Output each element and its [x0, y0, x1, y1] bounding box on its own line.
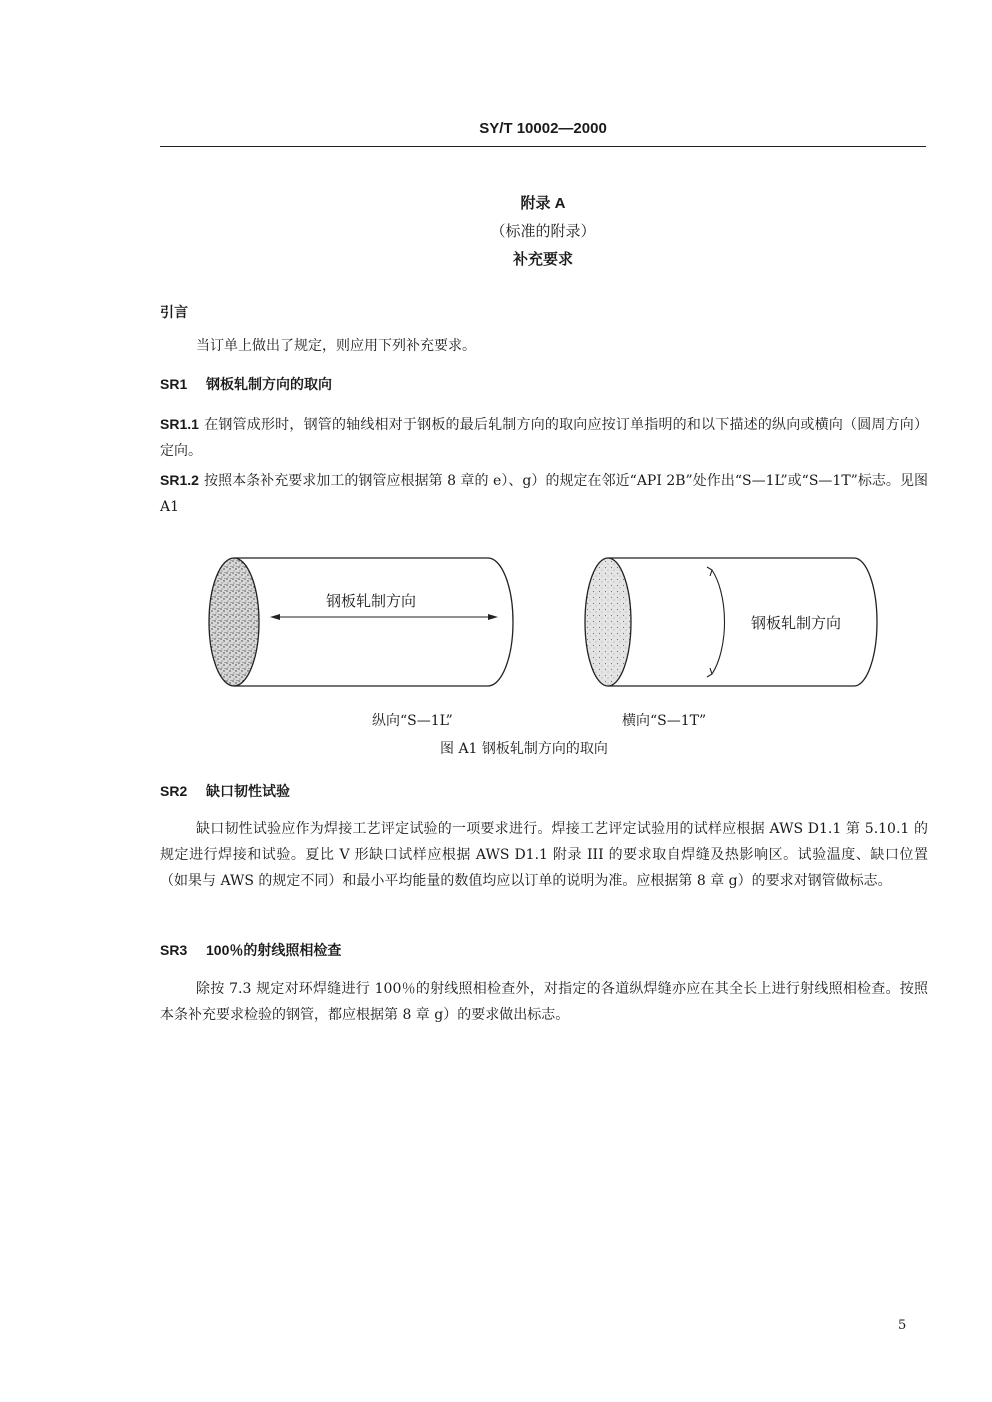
- pipe-left-label: 钢板轧制方向: [326, 592, 417, 610]
- pipe-longitudinal: [209, 558, 513, 686]
- intro-text: 当订单上做出了规定，则应用下列补充要求。: [196, 338, 476, 354]
- pipe-right-label: 钢板轧制方向: [751, 614, 842, 632]
- rolling-direction-arrow-circumferential: [707, 567, 725, 677]
- intro-heading: 引言: [160, 304, 188, 320]
- sr3-code: SR3: [160, 942, 188, 958]
- caption-right: 横向“S—1T”: [622, 713, 707, 729]
- sr1-1-label: SR1.1: [160, 416, 199, 432]
- sr1-2-text: 按照本条补充要求加工的钢管应根据第 8 章的 e）、g）的规定在邻近“API 2B”处作出“S—1L”或“S—1T”标志。见图 A1: [160, 473, 928, 515]
- sr1-heading: [160, 374, 332, 394]
- pipe-end-face: [585, 558, 631, 686]
- sr2-code: SR2: [160, 783, 188, 799]
- sr2-text: 缺口韧性试验应作为焊接工艺评定试验的一项要求进行。焊接工艺评定试验用的试样应根据 AWS D1.1 第 5.10.1 的规定进行焊接和试验。夏比 V 形缺口试样应根据 AWS D1.1 附录 III 的要求取自焊缝及热影响区。试验温度、缺口位置（如果与 AWS 的规定不同）和最小平均能量的数值均应以订单的说明为准。应根据第 8 章 g）的要求对钢管做标志。: [160, 821, 928, 889]
- sr2-heading: [160, 781, 290, 801]
- rolling-direction-arrow-horizontal: [270, 614, 498, 620]
- sr3-heading: [160, 940, 341, 960]
- sr1-1-paragraph: [160, 411, 928, 464]
- pipe-end-face: [209, 558, 259, 686]
- caption-left: 纵向“S—1L”: [372, 713, 453, 729]
- page-number: 5: [898, 1318, 907, 1333]
- sr3-text: 除按 7.3 规定对环焊缝进行 100％的射线照相检查外，对指定的各道纵焊缝亦应在其全长上进行射线照相检查。按照本条补充要求检验的钢管，都应根据第 8 章 g）的要求做出标志。: [160, 981, 928, 1023]
- header-rule: [160, 146, 926, 147]
- sr2-title: 缺口韧性试验: [206, 783, 290, 799]
- document-code: SY/T 10002—2000: [479, 120, 607, 137]
- sr1-1-text: 在钢管成形时，钢管的轴线相对于钢板的最后轧制方向的取向应按订单指明的和以下描述的纵向或横向（圆周方向）定向。: [160, 417, 928, 459]
- figure-a1: [196, 548, 896, 698]
- sr1-2-paragraph: [160, 467, 928, 520]
- appendix-heading: 补充要求: [512, 251, 573, 268]
- figure-caption: 图 A1 钢板轧制方向的取向: [440, 741, 608, 757]
- sr1-2-label: SR1.2: [160, 472, 199, 488]
- sr1-title: 钢板轧制方向的取向: [206, 376, 332, 392]
- appendix-title: 附录 A: [520, 195, 566, 212]
- appendix-subtitle: （标准的附录）: [490, 222, 596, 240]
- sr1-code: SR1: [160, 376, 188, 392]
- sr3-title: 100％的射线照相检查: [206, 942, 342, 958]
